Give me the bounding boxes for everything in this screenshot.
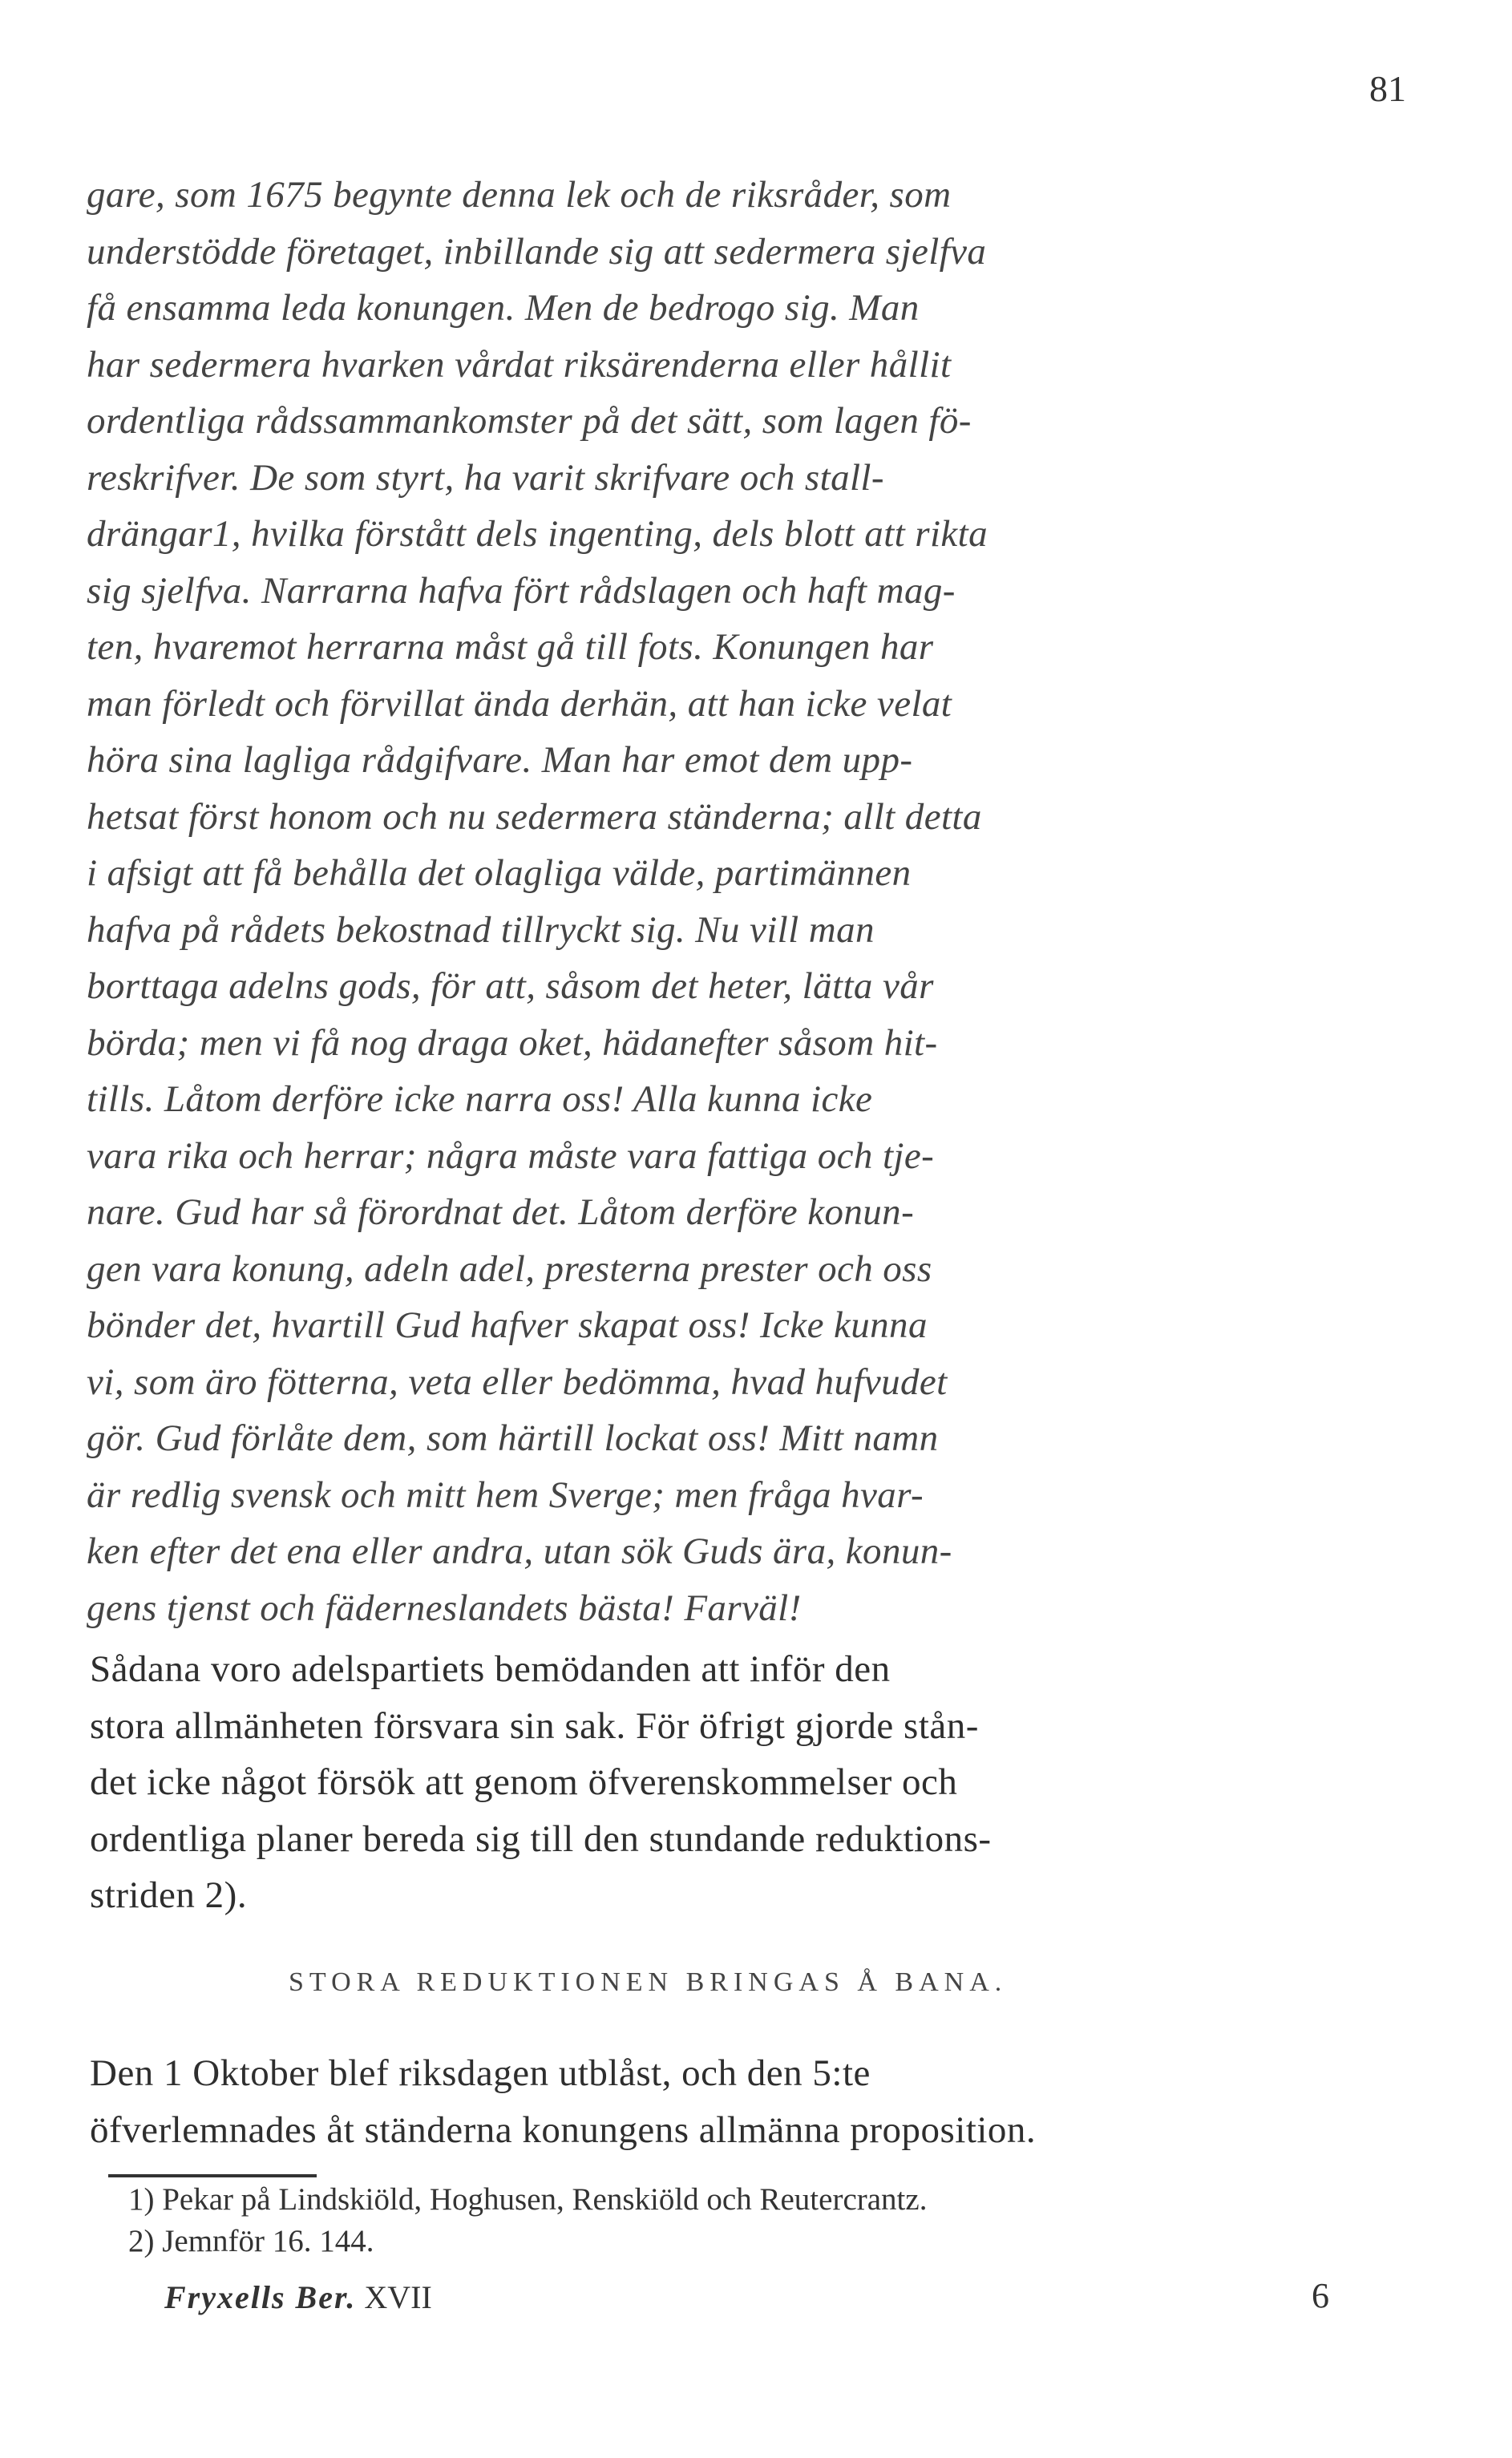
text-line: drängar1, hvilka förstått dels ingenting, dels blott att rikta — [87, 513, 988, 555]
text-line: sig sjelfva. Narrarna hafva fört rådslagen och haft mag- — [87, 569, 956, 612]
text-line: börda; men vi få nog draga oket, hädanefter såsom hit- — [87, 1021, 938, 1064]
text-line: tills. Låtom derföre icke narra oss! Alla kunna icke — [87, 1078, 873, 1120]
text-line: ordentliga rådssammankomster på det sätt, som lagen fö- — [87, 400, 972, 442]
text-line: gen vara konung, adeln adel, presterna prester och oss — [87, 1247, 932, 1290]
quoted-pamphlet-text — [87, 167, 1329, 1636]
text-line: reskrifver. De som styrt, ha varit skrifvare och stall- — [87, 456, 884, 499]
text-line: gare, som 1675 begynte denna lek och de riksråder, som — [87, 174, 952, 216]
text-line: ten, hvaremot herrarna måst gå till fots. Konungen har — [87, 626, 934, 668]
text-line: understödde företaget, inbillande sig att sedermera sjelfva — [87, 230, 987, 273]
footnote-line: 2) Jemnför 16. 144. — [128, 2224, 374, 2258]
text-line: det icke något försök att genom öfverenskommelser och — [90, 1761, 958, 1803]
footnotes — [128, 2179, 1331, 2262]
text-line: är redlig svensk och mitt hem Sverge; men fråga hvar- — [87, 1474, 924, 1516]
footnote-divider — [108, 2174, 317, 2177]
text-line: få ensamma leda konungen. Men de bedrogo sig. Man — [87, 287, 920, 329]
text-line: i afsigt att få behålla det olagliga välde, partimännen — [87, 852, 912, 894]
text-line: har sedermera hvarken vårdat riksärenderna eller hållit — [87, 343, 952, 386]
text-line: stora allmänheten försvara sin sak. För öfrigt gjorde stån- — [90, 1704, 979, 1747]
text-line: vi, som äro fötterna, veta eller bedömma, hvad hufvudet — [87, 1360, 948, 1403]
text-line: borttaga adelns gods, för att, såsom det heter, lätta vår — [87, 965, 934, 1007]
text-line: vara rika och herrar; några måste vara fattiga och tje- — [87, 1134, 935, 1177]
signature-author: Fryxells Ber. — [164, 2279, 357, 2315]
text-line: höra sina lagliga rådgifvare. Man har emot dem upp- — [87, 739, 913, 781]
footnote-line: 1) Pekar på Lindskiöld, Hoghusen, Renskiöld och Reutercrantz. — [128, 2182, 928, 2217]
section-paragraph — [90, 2045, 1332, 2158]
text-line: Den 1 Oktober blef riksdagen utblåst, och den 5:te — [90, 2052, 871, 2094]
body-paragraph — [90, 1641, 1332, 1924]
text-line: Sådana voro adelspartiets bemödanden att inför den — [90, 1648, 891, 1690]
text-line: nare. Gud har så förordnat det. Låtom derföre konun- — [87, 1191, 915, 1233]
printer-signature — [164, 2278, 432, 2316]
text-line: ordentliga planer bereda sig till den stundande reduktions- — [90, 1817, 992, 1860]
text-line: gens tjenst och fäderneslandets bästa! Farväl! — [87, 1587, 802, 1629]
text-line: ken efter det ena eller andra, utan sök Guds ära, konun- — [87, 1530, 952, 1572]
text-line: striden 2). — [90, 1874, 248, 1916]
text-line: hafva på rådets bekostnad tillryckt sig. Nu vill man — [87, 908, 875, 951]
signature-volume: XVII — [364, 2279, 432, 2315]
text-line: gör. Gud förlåte dem, som härtill lockat oss! Mitt namn — [87, 1417, 939, 1459]
section-heading: STORA REDUKTIONEN BRINGAS Å BANA. — [289, 1967, 1008, 1997]
page-number: 81 — [1369, 68, 1406, 109]
text-line: öfverlemnades åt ständerna konungens allmänna proposition. — [90, 2108, 1037, 2151]
sheet-number: 6 — [1312, 2276, 1329, 2315]
text-line: bönder det, hvartill Gud hafver skapat oss! Icke kunna — [87, 1304, 928, 1346]
text-line: hetsat först honom och nu sedermera ständerna; allt detta — [87, 795, 982, 838]
text-line: man förledt och förvillat ända derhän, att han icke velat — [87, 682, 952, 725]
